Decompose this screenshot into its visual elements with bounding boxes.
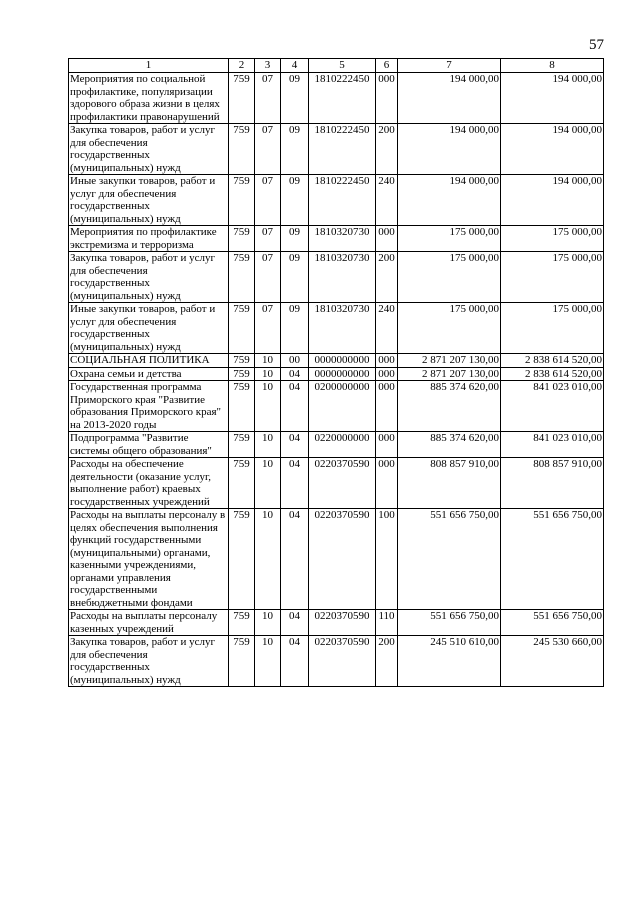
table-row (69, 252, 604, 303)
amount-year-2-cell: 841 023 010,00 (501, 432, 604, 458)
target-article-cell: 0000000000 (309, 354, 376, 368)
section-code-cell: 07 (255, 252, 281, 303)
target-article-cell: 1810222450 (309, 175, 376, 226)
row-name-cell: Закупка товаров, работ и услуг для обеспечения государственных (муниципальных) нужд (69, 636, 229, 687)
row-name-cell: Закупка товаров, работ и услуг для обеспечения государственных (муниципальных) нужд (69, 252, 229, 303)
target-article-cell: 1810222450 (309, 73, 376, 124)
table-row (69, 175, 604, 226)
expense-type-cell: 110 (376, 610, 398, 636)
amount-year-2-cell: 841 023 010,00 (501, 381, 604, 432)
chapter-code-cell: 759 (229, 458, 255, 509)
section-code-cell: 10 (255, 354, 281, 368)
amount-year-1-cell: 175 000,00 (398, 226, 501, 252)
amount-year-2-cell: 194 000,00 (501, 124, 604, 175)
chapter-code-cell: 759 (229, 124, 255, 175)
subsection-code-cell: 04 (281, 432, 309, 458)
section-code-cell: 07 (255, 226, 281, 252)
row-name-cell: СОЦИАЛЬНАЯ ПОЛИТИКА (69, 354, 229, 368)
column-header: 2 (229, 59, 255, 73)
target-article-cell: 0220370590 (309, 636, 376, 687)
row-name-cell: Государственная программа Приморского края "Развитие образования Приморского края" на 2013-2020 годы (69, 381, 229, 432)
section-code-cell: 10 (255, 636, 281, 687)
row-name-cell: Расходы на выплаты персоналу в целях обеспечения выполнения функций государственными (муниципальными) органами, казенными учреждениями, органами управления государственными внебюджетными фондами (69, 509, 229, 610)
budget-table (68, 58, 604, 687)
target-article-cell: 0000000000 (309, 367, 376, 381)
amount-year-2-cell: 175 000,00 (501, 226, 604, 252)
target-article-cell: 0220370590 (309, 458, 376, 509)
row-name-cell: Мероприятия по профилактике экстремизма и терроризма (69, 226, 229, 252)
column-header: 6 (376, 59, 398, 73)
row-name-cell: Расходы на обеспечение деятельности (оказание услуг, выполнение работ) краевых государственных учреждений (69, 458, 229, 509)
column-header: 4 (281, 59, 309, 73)
chapter-code-cell: 759 (229, 303, 255, 354)
chapter-code-cell: 759 (229, 636, 255, 687)
row-name-cell: Охрана семьи и детства (69, 367, 229, 381)
subsection-code-cell: 04 (281, 610, 309, 636)
section-code-cell: 10 (255, 509, 281, 610)
expense-type-cell: 000 (376, 367, 398, 381)
target-article-cell: 0200000000 (309, 381, 376, 432)
chapter-code-cell: 759 (229, 367, 255, 381)
column-header: 1 (69, 59, 229, 73)
expense-type-cell: 240 (376, 303, 398, 354)
column-header: 5 (309, 59, 376, 73)
subsection-code-cell: 09 (281, 226, 309, 252)
subsection-code-cell: 09 (281, 303, 309, 354)
section-code-cell: 07 (255, 73, 281, 124)
amount-year-2-cell: 194 000,00 (501, 175, 604, 226)
expense-type-cell: 100 (376, 509, 398, 610)
table-row (69, 73, 604, 124)
table-row (69, 124, 604, 175)
expense-type-cell: 000 (376, 73, 398, 124)
target-article-cell: 0220370590 (309, 610, 376, 636)
table-row (69, 303, 604, 354)
section-code-cell: 10 (255, 610, 281, 636)
target-article-cell: 1810320730 (309, 252, 376, 303)
section-code-cell: 10 (255, 381, 281, 432)
chapter-code-cell: 759 (229, 509, 255, 610)
subsection-code-cell: 09 (281, 252, 309, 303)
expense-type-cell: 000 (376, 226, 398, 252)
table-header-row (69, 59, 604, 73)
chapter-code-cell: 759 (229, 175, 255, 226)
column-header: 3 (255, 59, 281, 73)
table-row (69, 610, 604, 636)
target-article-cell: 0220000000 (309, 432, 376, 458)
section-code-cell: 07 (255, 124, 281, 175)
amount-year-2-cell: 175 000,00 (501, 252, 604, 303)
expense-type-cell: 000 (376, 354, 398, 368)
amount-year-2-cell: 175 000,00 (501, 303, 604, 354)
amount-year-2-cell: 245 530 660,00 (501, 636, 604, 687)
section-code-cell: 10 (255, 458, 281, 509)
amount-year-1-cell: 194 000,00 (398, 175, 501, 226)
amount-year-1-cell: 885 374 620,00 (398, 432, 501, 458)
table-row (69, 509, 604, 610)
row-name-cell: Подпрограмма "Развитие системы общего образования" (69, 432, 229, 458)
amount-year-2-cell: 551 656 750,00 (501, 610, 604, 636)
chapter-code-cell: 759 (229, 73, 255, 124)
chapter-code-cell: 759 (229, 432, 255, 458)
amount-year-1-cell: 885 374 620,00 (398, 381, 501, 432)
subsection-code-cell: 04 (281, 636, 309, 687)
section-code-cell: 07 (255, 175, 281, 226)
subsection-code-cell: 00 (281, 354, 309, 368)
expense-type-cell: 000 (376, 381, 398, 432)
table-row (69, 636, 604, 687)
subsection-code-cell: 04 (281, 381, 309, 432)
chapter-code-cell: 759 (229, 252, 255, 303)
target-article-cell: 1810222450 (309, 124, 376, 175)
amount-year-1-cell: 2 871 207 130,00 (398, 367, 501, 381)
amount-year-1-cell: 194 000,00 (398, 124, 501, 175)
chapter-code-cell: 759 (229, 610, 255, 636)
amount-year-1-cell: 245 510 610,00 (398, 636, 501, 687)
amount-year-2-cell: 551 656 750,00 (501, 509, 604, 610)
amount-year-1-cell: 194 000,00 (398, 73, 501, 124)
page-number: 57 (589, 37, 604, 53)
amount-year-1-cell: 551 656 750,00 (398, 610, 501, 636)
section-code-cell: 10 (255, 432, 281, 458)
table-row (69, 367, 604, 381)
expense-type-cell: 200 (376, 252, 398, 303)
table-row (69, 354, 604, 368)
row-name-cell: Расходы на выплаты персоналу казенных учреждений (69, 610, 229, 636)
row-name-cell: Иные закупки товаров, работ и услуг для обеспечения государственных (муниципальных) нужд (69, 303, 229, 354)
row-name-cell: Закупка товаров, работ и услуг для обеспечения государственных (муниципальных) нужд (69, 124, 229, 175)
table-row (69, 458, 604, 509)
target-article-cell: 0220370590 (309, 509, 376, 610)
amount-year-1-cell: 551 656 750,00 (398, 509, 501, 610)
expense-type-cell: 200 (376, 124, 398, 175)
expense-type-cell: 200 (376, 636, 398, 687)
chapter-code-cell: 759 (229, 354, 255, 368)
amount-year-2-cell: 194 000,00 (501, 73, 604, 124)
table-row (69, 381, 604, 432)
expense-type-cell: 000 (376, 432, 398, 458)
expense-type-cell: 240 (376, 175, 398, 226)
table-row (69, 432, 604, 458)
column-header: 7 (398, 59, 501, 73)
amount-year-1-cell: 808 857 910,00 (398, 458, 501, 509)
chapter-code-cell: 759 (229, 381, 255, 432)
amount-year-1-cell: 2 871 207 130,00 (398, 354, 501, 368)
subsection-code-cell: 04 (281, 509, 309, 610)
row-name-cell: Мероприятия по социальной профилактике, популяризации здорового образа жизни в целях профилактики правонарушений (69, 73, 229, 124)
target-article-cell: 1810320730 (309, 226, 376, 252)
target-article-cell: 1810320730 (309, 303, 376, 354)
amount-year-2-cell: 808 857 910,00 (501, 458, 604, 509)
subsection-code-cell: 09 (281, 73, 309, 124)
subsection-code-cell: 04 (281, 458, 309, 509)
subsection-code-cell: 09 (281, 124, 309, 175)
chapter-code-cell: 759 (229, 226, 255, 252)
amount-year-2-cell: 2 838 614 520,00 (501, 354, 604, 368)
amount-year-2-cell: 2 838 614 520,00 (501, 367, 604, 381)
amount-year-1-cell: 175 000,00 (398, 252, 501, 303)
section-code-cell: 07 (255, 303, 281, 354)
table-row (69, 226, 604, 252)
amount-year-1-cell: 175 000,00 (398, 303, 501, 354)
row-name-cell: Иные закупки товаров, работ и услуг для обеспечения государственных (муниципальных) нужд (69, 175, 229, 226)
expense-type-cell: 000 (376, 458, 398, 509)
section-code-cell: 10 (255, 367, 281, 381)
subsection-code-cell: 04 (281, 367, 309, 381)
column-header: 8 (501, 59, 604, 73)
subsection-code-cell: 09 (281, 175, 309, 226)
